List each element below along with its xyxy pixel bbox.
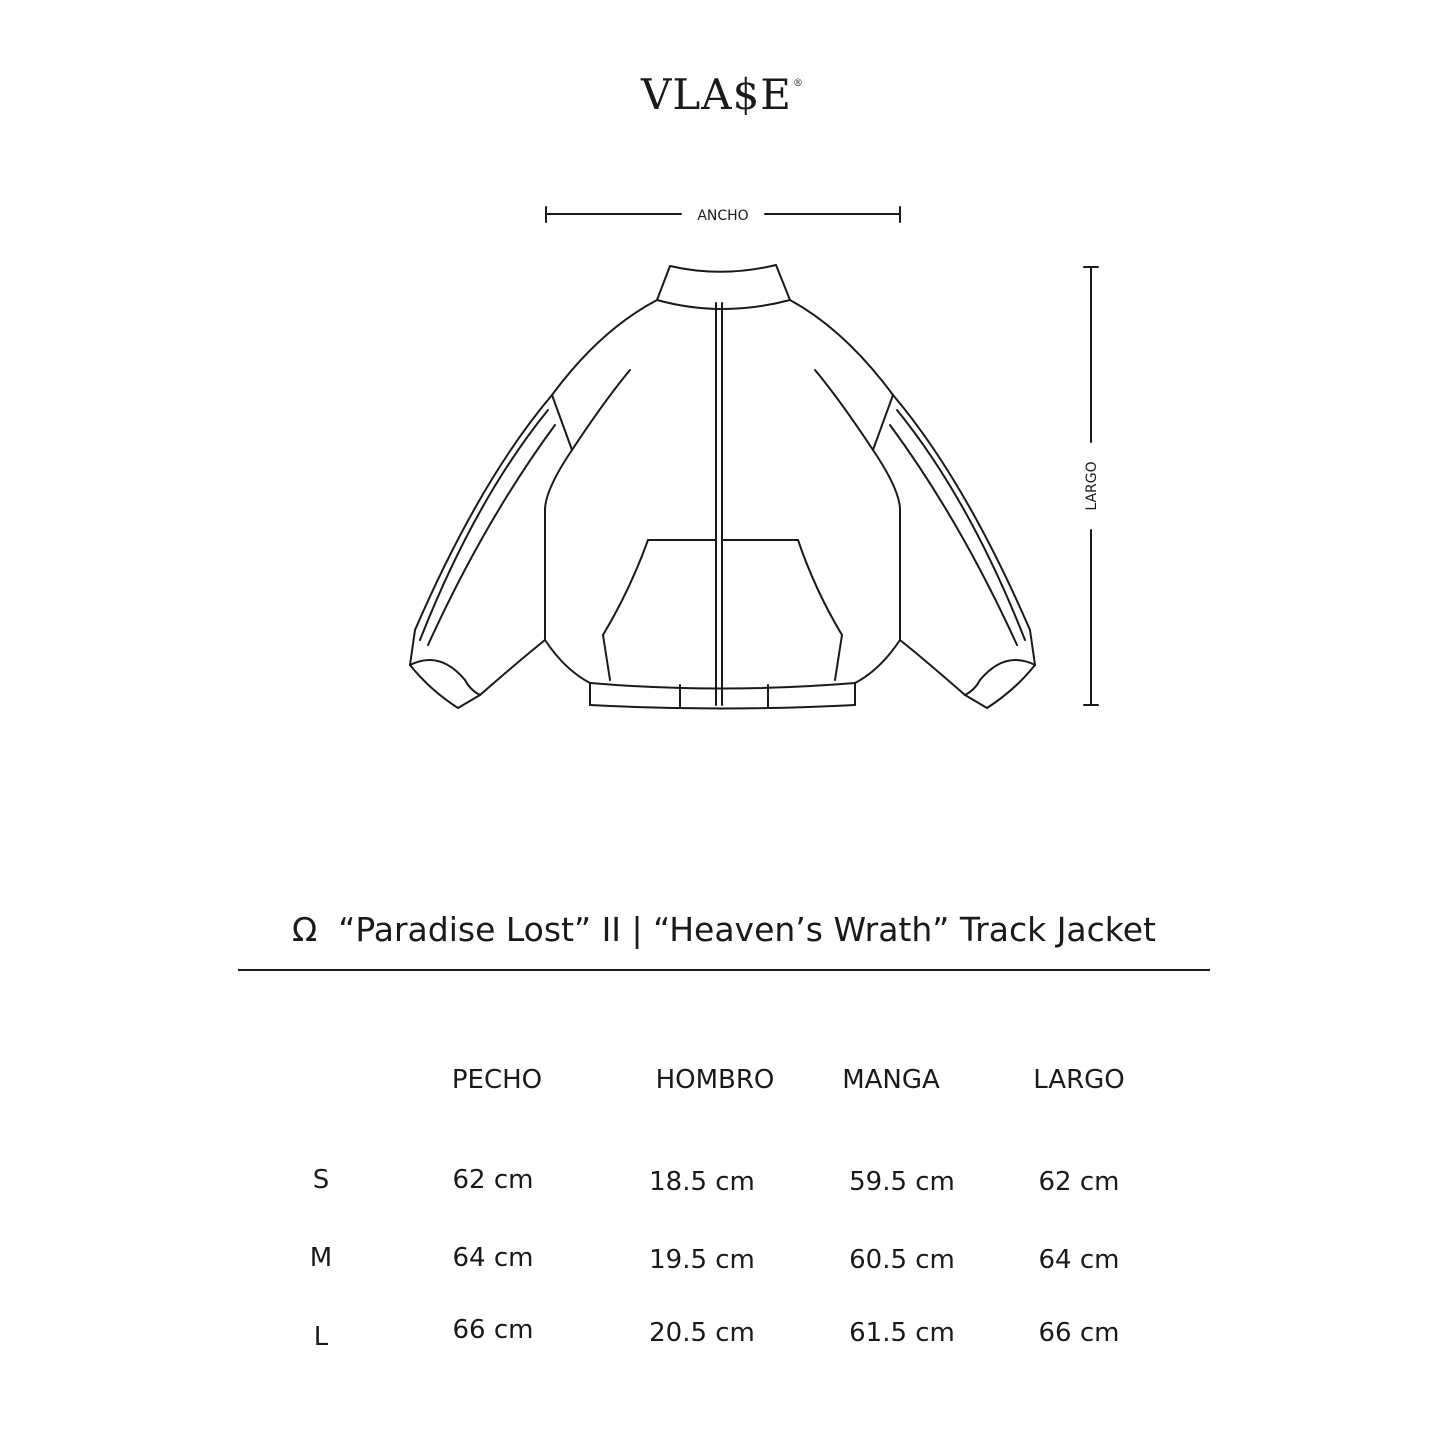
column-header-hombro: HOMBRO: [655, 1065, 775, 1095]
table-cell: 66 cm: [452, 1315, 534, 1345]
column-header-largo: LARGO: [1033, 1065, 1125, 1095]
table-cell: 66 cm: [1038, 1318, 1120, 1348]
jacket-outline: [410, 265, 1035, 709]
brand-name: VLA$E: [641, 70, 792, 119]
table-cell: 64 cm: [452, 1243, 534, 1273]
title-divider: [238, 969, 1210, 971]
table-cell: 62 cm: [452, 1165, 534, 1195]
table-cell: 19.5 cm: [649, 1245, 755, 1275]
size-label: L: [313, 1322, 329, 1352]
size-label: S: [312, 1165, 330, 1195]
table-cell: 20.5 cm: [649, 1318, 755, 1348]
product-name: “Paradise Lost” II | “Heaven’s Wrath” Track Jacket: [338, 910, 1156, 949]
table-cell: 64 cm: [1038, 1245, 1120, 1275]
width-measure-label: ANCHO: [697, 208, 749, 224]
column-header-pecho: PECHO: [451, 1065, 543, 1095]
column-header-manga: MANGA: [842, 1065, 940, 1095]
omega-symbol: Ω: [292, 910, 318, 949]
size-label: M: [309, 1243, 333, 1273]
length-measure-label: LARGO: [1084, 461, 1100, 511]
registered-mark: ®: [792, 78, 804, 89]
table-cell: 61.5 cm: [849, 1318, 955, 1348]
table-cell: 18.5 cm: [649, 1167, 755, 1197]
table-cell: 60.5 cm: [849, 1245, 955, 1275]
table-cell: 62 cm: [1038, 1167, 1120, 1197]
table-cell: 59.5 cm: [849, 1167, 955, 1197]
product-title: [238, 910, 1210, 949]
